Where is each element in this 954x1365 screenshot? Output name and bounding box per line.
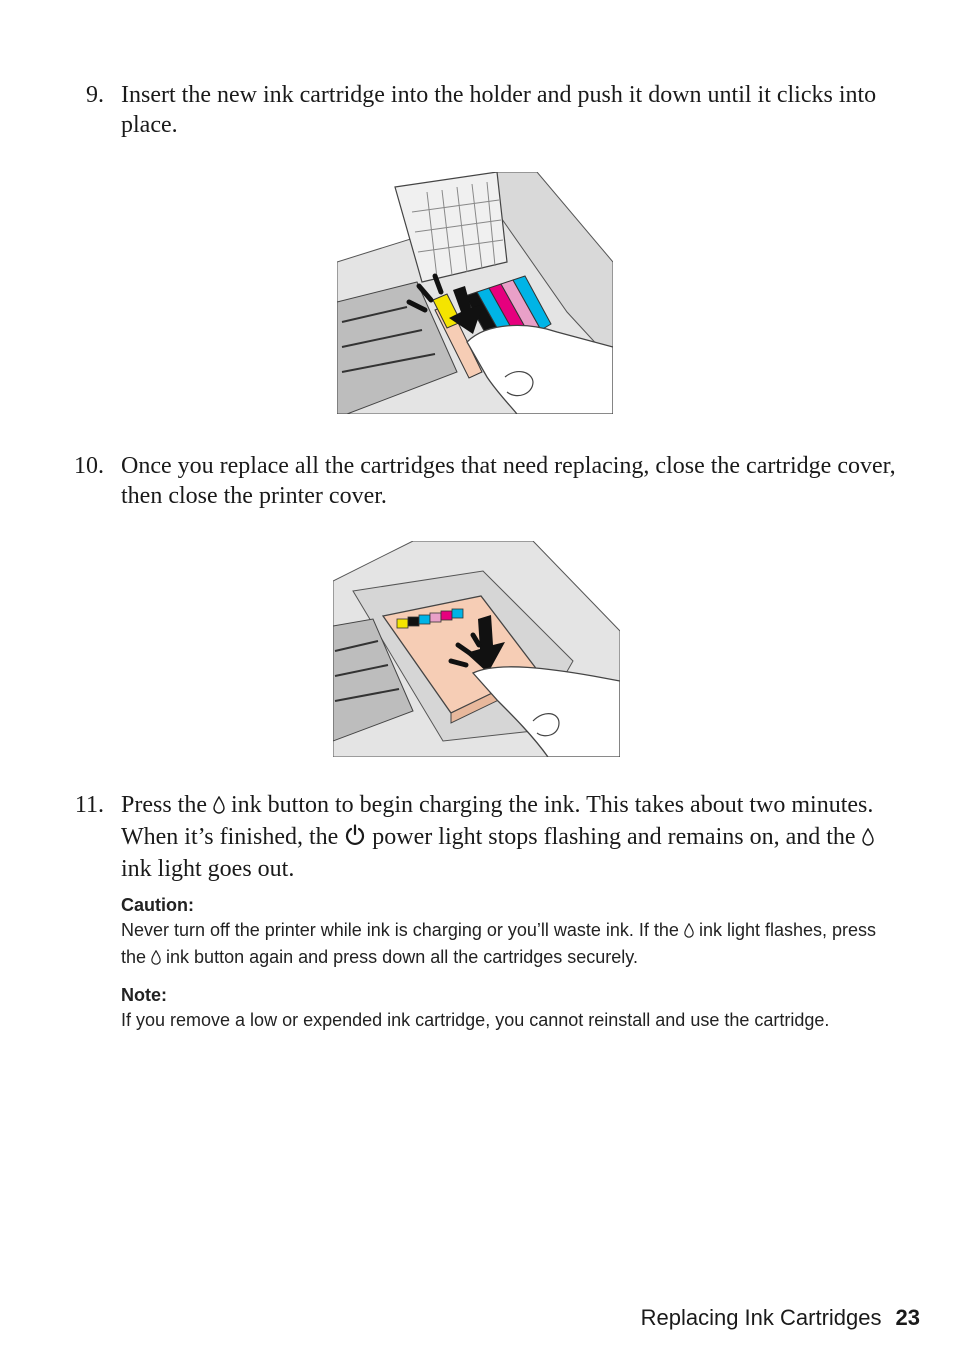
note-heading: Note: [121, 985, 167, 1005]
step-number: 10. [74, 453, 104, 479]
note-text: If you remove a low or expended ink cartridge, you cannot reinstall and use the cartridge. [121, 1010, 830, 1030]
ink-drop-icon [684, 920, 694, 945]
section-title: Replacing Ink Cartridges [640, 1305, 882, 1330]
step-text: Insert the new ink cartridge into the holder and push it down until it clicks into place. [121, 82, 877, 138]
step-text: Once you replace all the cartridges that need replacing, close the cartridge cover, then close the printer cover. [121, 453, 896, 509]
close-cover-illustration [333, 541, 620, 757]
step-number: 9. [86, 82, 104, 108]
ink-drop-icon [151, 947, 161, 972]
step-number: 11. [74, 792, 104, 818]
page-number: 23 [895, 1305, 920, 1330]
page-footer [641, 1305, 920, 1331]
caution-heading: Caution: [121, 895, 194, 915]
step-text: Press the ink button to begin charging the ink. This takes about two minutes. When it’s finished, the power light stops flashing and remains on, and the ink light goes out. [121, 792, 874, 882]
caution-text: Never turn off the printer while ink is charging or you’ll waste ink. If the ink light flashes, press the ink button again and press down all the cartridges securely. [121, 918, 881, 972]
insert-cartridge-illustration [337, 172, 613, 414]
caution-box [121, 893, 881, 972]
power-icon [344, 824, 366, 854]
ink-drop-icon [213, 792, 225, 822]
ink-drop-icon [862, 824, 874, 854]
note-box [121, 983, 881, 1033]
